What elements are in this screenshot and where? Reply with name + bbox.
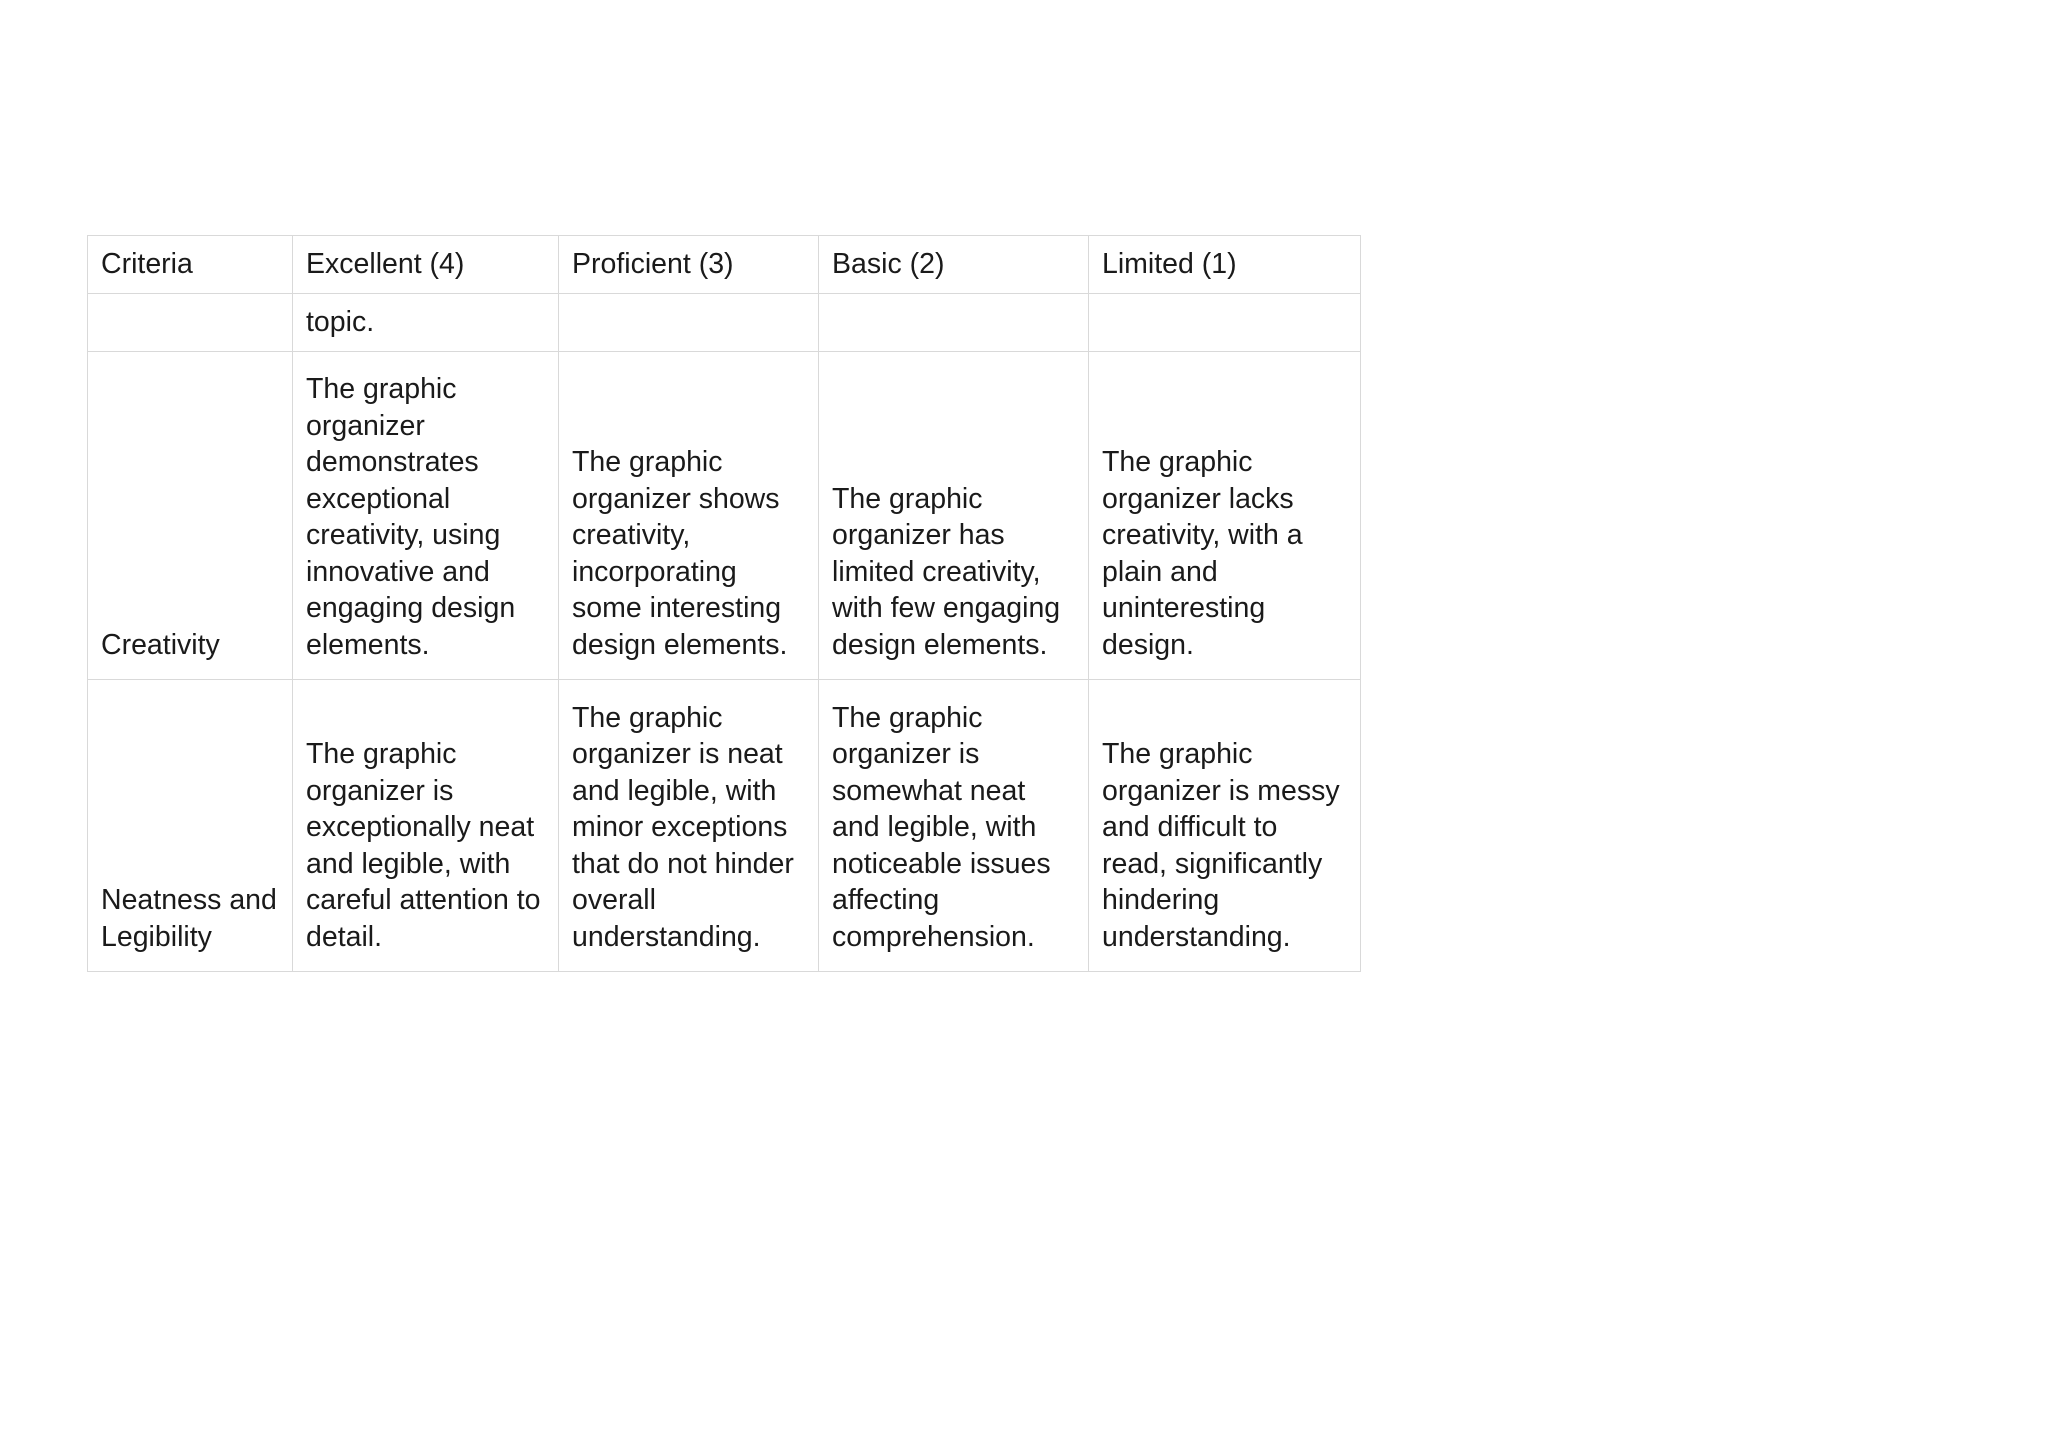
header-criteria: Criteria (88, 236, 293, 294)
criteria-cell: Creativity (88, 352, 293, 680)
continuation-criteria-cell (88, 294, 293, 352)
continuation-basic-cell (819, 294, 1089, 352)
header-excellent: Excellent (4) (293, 236, 559, 294)
proficient-cell: The graphic organizer is neat and legible, with minor exceptions that do not hinder overall understanding. (559, 680, 819, 972)
basic-cell: The graphic organizer has limited creativity, with few engaging design elements. (819, 352, 1089, 680)
header-limited: Limited (1) (1089, 236, 1361, 294)
criteria-cell: Neatness and Legibility (88, 680, 293, 972)
continuation-row (88, 294, 1361, 352)
header-basic: Basic (2) (819, 236, 1089, 294)
proficient-cell: The graphic organizer shows creativity, incorporating some interesting design elements. (559, 352, 819, 680)
continuation-limited-cell (1089, 294, 1361, 352)
excellent-cell: The graphic organizer is exceptionally neat and legible, with careful attention to detail. (293, 680, 559, 972)
rubric-table (87, 235, 1361, 972)
continuation-excellent-cell: topic. (293, 294, 559, 352)
rubric-row-creativity (88, 352, 1361, 680)
basic-cell: The graphic organizer is somewhat neat and legible, with noticeable issues affecting comprehension. (819, 680, 1089, 972)
limited-cell: The graphic organizer lacks creativity, with a plain and uninteresting design. (1089, 352, 1361, 680)
limited-cell: The graphic organizer is messy and difficult to read, significantly hindering understanding. (1089, 680, 1361, 972)
continuation-proficient-cell (559, 294, 819, 352)
rubric-row-neatness (88, 680, 1361, 972)
header-proficient: Proficient (3) (559, 236, 819, 294)
header-row (88, 236, 1361, 294)
excellent-cell: The graphic organizer demonstrates exceptional creativity, using innovative and engaging design elements. (293, 352, 559, 680)
